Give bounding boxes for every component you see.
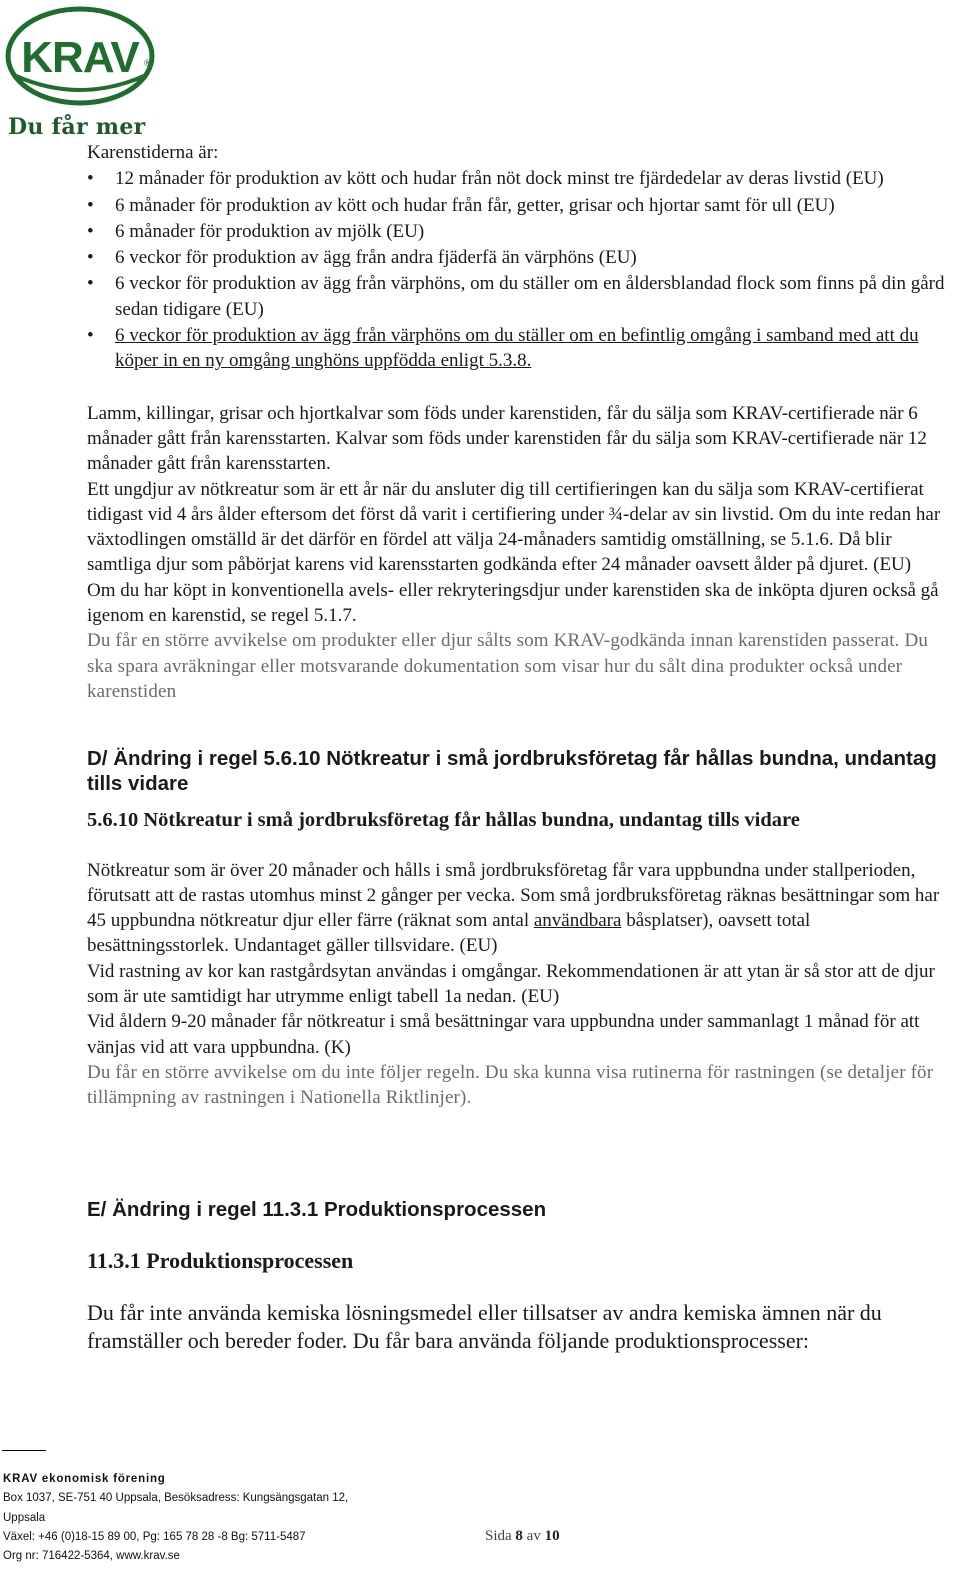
page-number [485, 1528, 560, 1545]
page-total: 10 [544, 1528, 560, 1544]
text-span: båsplatser), oavsett total besättningsstorlek. Undantaget gäller tillsvidare. (EU) [87, 910, 811, 957]
tagline: Du får mer [8, 114, 146, 140]
logo-text: KRAV [21, 33, 139, 82]
paragraph-tethered-cattle [87, 858, 955, 959]
footer-divider [2, 1450, 46, 1451]
page-label: Sida [485, 1528, 512, 1544]
footer-phones: Växel: +46 (0)18-15 89 00, Pg: 165 78 28 -8 Bg: 5711-5487 [3, 1530, 306, 1543]
footer-city: Uppsala [3, 1511, 46, 1524]
paragraph-exercise-yard: Vid rastning av kor kan rastgårdsytan användas i omgångar. Rekommendationen är att ytan är så stor att de djur som är ute samtidigt har utrymme enligt tabell 1a nedan. (EU) [87, 960, 935, 1008]
page-current: 8 [515, 1528, 523, 1544]
deviation-note-d: Du får en större avvikelse om du inte följer regeln. Du ska kunna visa rutinerna för rastningen (se detaljer för tillämpning av rastningen i Nationella Riktlinjer). [87, 1061, 934, 1109]
footer-orgnr: Org nr: 716422-5364, www.krav.se [3, 1550, 180, 1563]
logo-registered-mark: ® [144, 58, 151, 68]
deviation-note-c: Du får en större avvikelse om produkter eller djur sålts som KRAV-godkända innan karenstiden passerat. Du ska spara avräkningar eller motsvarande dokumentation som visar hur du sålt dina produkter också under karenstiden [87, 630, 928, 702]
paragraph-bought-animals: Om du har köpt in konventionella avels- eller rekryteringsdjur under karenstiden ska de inköpta djuren också gå igenom en karenstid, se regel 5.1.7. [87, 579, 939, 627]
paragraph-cattle-age: Ett ungdjur av nötkreatur som är ett år när du ansluter dig till certifieringen kan du sälja som KRAV-certifierat tidigast vid 4 års ålder eftersom det först då varit i certifiering under ¾-delar av sin livstid. Om du inte redan har växtodlingen omställd är det därför en fördel att välja 24-månaders samtidig omställning, se 5.1.6. Då blir samtliga djur som påbörjat karens vid karensstarten godkända efter 24 månader oavsett ålder på djuret. (EU) [87, 478, 941, 576]
krav-logo [4, 6, 156, 106]
footer-address: Box 1037, SE-751 40 Uppsala, Besöksadress: Kungsängsgatan 12, [3, 1492, 349, 1505]
list-item: • 6 veckor för produktion av ägg från värphöns, om du ställer om en åldersblandad flock som finns på din gård sedan tidigare (EU) [87, 271, 955, 322]
section-e-heading: E/ Ändring i regel 11.3.1 Produktionsprocessen [87, 1197, 547, 1221]
list-item-new-rule: • 6 veckor för produktion av ägg från värphöns om du ställer om en befintlig omgång i samband med att du köper in en ny omgång unghöns uppfödda enligt 5.3.8. [87, 323, 955, 374]
document-body [87, 140, 955, 1355]
waiting-periods-list [87, 166, 955, 373]
list-item: • 6 veckor för produktion av ägg från andra fjäderfä än värphöns (EU) [87, 245, 955, 270]
paragraph-young-cattle: Vid åldern 9-20 månader får nötkreatur i små besättningar vara uppbundna under sammanlagt 1 månad för att vänjas vid att vara uppbundna. (K) [87, 1011, 920, 1058]
page-of: av [526, 1528, 541, 1544]
list-item: • 6 månader för produktion av mjölk (EU) [87, 219, 955, 244]
rule-11-3-1-title: 11.3.1 Produktionsprocessen [87, 1247, 354, 1273]
footer-org: KRAV ekonomisk förening [3, 1473, 166, 1485]
paragraph-production-processes: Du får inte använda kemiska lösningsmedel eller tillsatser av andra kemiska ämnen när du framställer och bereder foder. Du får bara använda följande produktionsprocesser: [87, 1299, 882, 1353]
underlined-word: användbara [533, 910, 622, 932]
waiting-periods-intro: Karenstiderna är: [87, 142, 219, 163]
section-d-heading: D/ Ändring i regel 5.6.10 Nötkreatur i små jordbruksföretag får hållas bundna, undantag tills vidare [87, 747, 937, 796]
list-item: • 12 månader för produktion av kött och hudar från nöt dock minst tre fjärdedelar av deras livstid (EU) [87, 166, 955, 191]
footer [3, 1470, 348, 1566]
text-span: Nötkreatur som är över 20 månader och hålls i små jordbruksföretag får vara uppbundna under stallperioden, förutsatt att de rastas utomhus minst 2 gånger per vecka. Som små jordbruksföretag räknas besättningar som har 45 uppbundna nötkreatur djur eller färre (räknat som antal [87, 859, 940, 932]
list-item: • 6 månader för produktion av kött och hudar från får, getter, grisar och hjortar samt för ull (EU) [87, 193, 955, 218]
paragraph-young-animals: Lamm, killingar, grisar och hjortkalvar som föds under karenstiden, får du sälja som KRAV-certifierade när 6 månader gått från karensstarten. Kalvar som föds under karenstiden får du sälja som KRAV-certifierade när 12 månader gått från karensstarten. [87, 402, 927, 475]
rule-5-6-10-title: 5.6.10 Nötkreatur i små jordbruksföretag får hållas bundna, undantag tills vidare [87, 809, 800, 832]
